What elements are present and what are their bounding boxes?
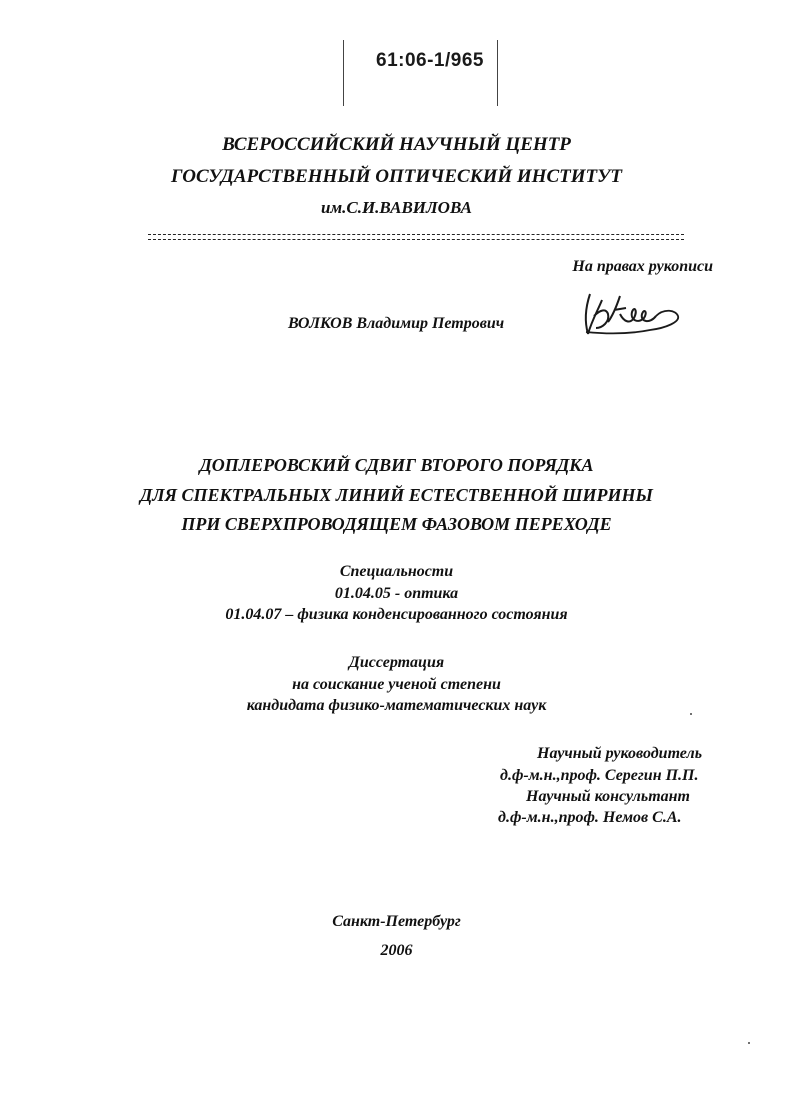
author-name: ВОЛКОВ Владимир Петрович (288, 315, 505, 332)
institution-line-2: ГОСУДАРСТВЕННЫЙ ОПТИЧЕСКИЙ ИНСТИТУТ (171, 166, 622, 187)
scan-speck (748, 1042, 750, 1044)
specialty-1: 01.04.05 - оптика (334, 585, 459, 602)
scan-margin-line-left (343, 40, 344, 106)
library-stamp-code: 61:06-1/965 (376, 50, 484, 71)
double-rule-bottom (148, 239, 684, 240)
institution-line-1: ВСЕРОССИЙСКИЙ НАУЧНЫЙ ЦЕНТР (222, 134, 571, 155)
dissertation-label: Диссертация (348, 654, 445, 671)
double-rule-top (148, 234, 684, 235)
scan-speck (690, 713, 692, 715)
consultant-role: Научный консультант (526, 788, 690, 805)
degree-line-1: на соискание ученой степени (292, 676, 501, 693)
supervisor-name: д.ф-м.н.,проф. Серегин П.П. (500, 767, 699, 784)
dissertation-title-line-3: ПРИ СВЕРХПРОВОДЯЩЕМ ФАЗОВОМ ПЕРЕХОДЕ (181, 514, 612, 534)
supervisor-role: Научный руководитель (537, 745, 703, 762)
place: Санкт-Петербург (332, 913, 461, 930)
year: 2006 (380, 942, 413, 959)
specialty-2: 01.04.07 – физика конденсированного состояния (225, 606, 568, 623)
rights-note: На правах рукописи (572, 258, 713, 275)
institution-line-3: им.С.И.ВАВИЛОВА (321, 198, 472, 217)
degree-line-2: кандидата физико-математических наук (246, 697, 547, 714)
specialties-label: Специальности (339, 563, 454, 580)
handwritten-signature (580, 288, 690, 342)
scan-margin-line-right (497, 40, 498, 106)
dissertation-title-line-2: ДЛЯ СПЕКТРАЛЬНЫХ ЛИНИЙ ЕСТЕСТВЕННОЙ ШИРИНЫ (140, 485, 653, 505)
dissertation-title-line-1: ДОПЛЕРОВСКИЙ СДВИГ ВТОРОГО ПОРЯДКА (199, 455, 594, 475)
consultant-name: д.ф-м.н.,проф. Немов С.А. (498, 809, 682, 826)
